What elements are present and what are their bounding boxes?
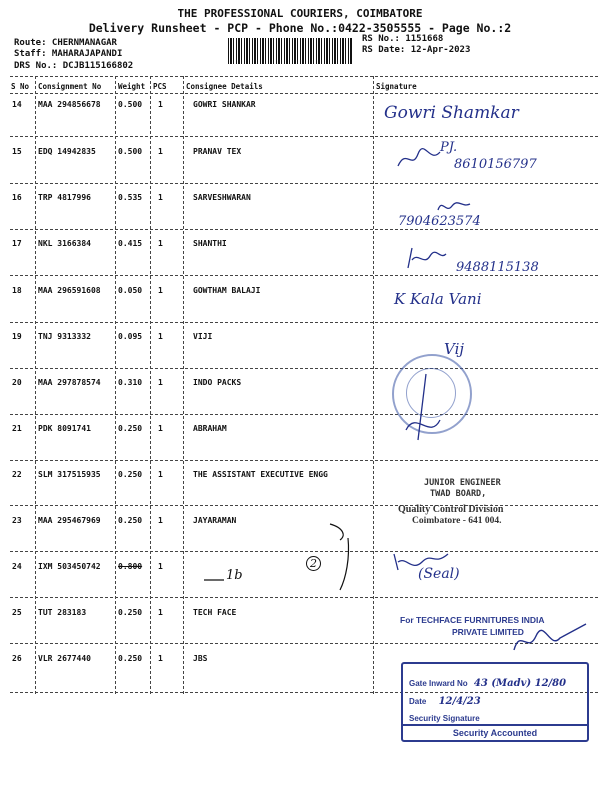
stamp-quality-control: Quality Control Division <box>398 504 504 515</box>
row-sno: 17 <box>12 239 22 248</box>
row-consignment: MAA 294856678 <box>38 100 101 109</box>
row-weight: 0.250 <box>118 654 143 663</box>
row-consignment: TRP 4817996 <box>38 193 91 202</box>
signature-scribble <box>436 196 472 216</box>
runsheet-title: THE PROFESSIONAL COURIERS, COIMBATORE <box>177 7 423 20</box>
row-rule <box>10 597 598 598</box>
row-weight: 0.500 <box>118 147 143 156</box>
signature-pranav-phone: 8610156797 <box>454 157 537 172</box>
circled-number: 2 <box>306 556 321 571</box>
row-sno: 19 <box>12 332 22 341</box>
row-sno: 14 <box>12 100 22 109</box>
row-sno: 26 <box>12 654 22 663</box>
row-sno: 22 <box>12 470 22 479</box>
signature-scribble <box>404 244 448 270</box>
row-sno: 21 <box>12 424 22 433</box>
table-top-rule <box>10 76 598 77</box>
row-weight: 0.415 <box>118 239 143 248</box>
row-weight: 0.310 <box>118 378 143 387</box>
row-consignee: GOWRI SHANKAR <box>193 100 256 109</box>
row-weight: 0.250 <box>118 608 143 617</box>
security-signature-label: Security Signature <box>409 714 480 723</box>
col-divider <box>373 76 374 694</box>
signature-pranav-initials: PJ. <box>440 140 458 155</box>
row-rule <box>10 414 598 415</box>
row-pcs: 1 <box>158 424 163 433</box>
row-consignment: SLM 317515935 <box>38 470 101 479</box>
runsheet-subtitle: Delivery Runsheet - PCP - Phone No.:0422-3505555 - Page No.:2 <box>88 21 512 35</box>
signature-viji: Vij <box>444 340 465 358</box>
row-sno: 20 <box>12 378 22 387</box>
col-header-weight: Weight <box>118 82 146 91</box>
techface-stamp-line2: PRIVATE LIMITED <box>452 627 524 637</box>
row-weight: 0.500 <box>118 100 143 109</box>
row-consignee: INDO PACKS <box>193 378 242 387</box>
row-consignee: TECH FACE <box>193 608 237 617</box>
signature-gowtham: K Kala Vani <box>394 290 482 308</box>
stamp-junior-engineer: JUNIOR ENGINEER <box>424 478 501 488</box>
row-pcs: 1 <box>158 562 163 571</box>
row-weight: 0.535 <box>118 193 143 202</box>
row-consignee: VIJI <box>193 332 213 341</box>
row-consignment: MAA 296591608 <box>38 286 101 295</box>
row-consignment: VLR 2677440 <box>38 654 91 663</box>
row-sno: 25 <box>12 608 22 617</box>
row-weight: 0.050 <box>118 286 143 295</box>
row-pcs: 1 <box>158 100 163 109</box>
signature-sarveshwaran-phone: 7904623574 <box>398 214 481 229</box>
row-pcs: 1 <box>158 332 163 341</box>
row-rule <box>10 136 598 137</box>
row-consignment: IXM 503450742 <box>38 562 101 571</box>
row-consignment: TUT 283183 <box>38 608 87 617</box>
row-rule <box>10 229 598 230</box>
row-rule <box>10 322 598 323</box>
row-pcs: 1 <box>158 286 163 295</box>
signature-shanthi-phone: 9488115138 <box>456 260 539 275</box>
stamp-twad-board: TWAD BOARD, <box>430 489 487 499</box>
row-consignment: TNJ 9313332 <box>38 332 91 341</box>
row-sno: 23 <box>12 516 22 525</box>
signature-gowri: Gowri Shamkar <box>384 103 519 123</box>
signature-scribble <box>396 146 442 172</box>
col-divider <box>150 76 151 694</box>
row-weight: 0.095 <box>118 332 143 341</box>
row-pcs: 1 <box>158 608 163 617</box>
stamp-coimbatore: Coimbatore - 641 004. <box>412 516 502 526</box>
rs-number: RS No.: 1151668 <box>362 34 444 44</box>
staff-label: Staff: MAHARAJAPANDI <box>14 49 123 59</box>
row-sno: 16 <box>12 193 22 202</box>
security-stamp <box>401 662 589 742</box>
date-value: 12/4/23 <box>438 696 481 707</box>
row-rule <box>10 505 598 506</box>
row-weight: 0.800 <box>118 562 143 571</box>
row-weight: 0.250 <box>118 516 143 525</box>
row-rule <box>10 183 598 184</box>
col-header-pcs: PCS <box>153 82 167 91</box>
row-consignee: JAYARAMAN <box>193 516 237 525</box>
row-pcs: 1 <box>158 654 163 663</box>
col-header-sno: S No <box>11 82 30 91</box>
col-divider <box>35 76 36 694</box>
arrow-icon <box>202 572 226 586</box>
row-consignment: PDK 8091741 <box>38 424 91 433</box>
row-sno: 18 <box>12 286 22 295</box>
row-consignee: SHANTHI <box>193 239 227 248</box>
row-consignee: PRANAV TEX <box>193 147 242 156</box>
signature-seal-note: (Seal) <box>418 566 460 582</box>
row-consignee: SARVESHWARAN <box>193 193 251 202</box>
row-sno: 24 <box>12 562 22 571</box>
row-pcs: 1 <box>158 378 163 387</box>
header-rule <box>10 93 598 94</box>
row-consignee: ABRAHAM <box>193 424 227 433</box>
row-rule <box>10 551 598 552</box>
col-header-consignment: Consignment No <box>38 82 102 91</box>
row-pcs: 1 <box>158 239 163 248</box>
col-header-consignee: Consignee Details <box>186 82 263 91</box>
row-weight: 0.250 <box>118 470 143 479</box>
row-weight: 0.250 <box>118 424 143 433</box>
row-pcs: 1 <box>158 470 163 479</box>
row-pcs: 1 <box>158 193 163 202</box>
techface-stamp-line1: For TECHFACE FURNITURES INDIA <box>400 615 545 625</box>
row-pcs: 1 <box>158 516 163 525</box>
row-consignment: NKL 3166384 <box>38 239 91 248</box>
barcode <box>228 38 352 64</box>
row-consignment: MAA 297878574 <box>38 378 101 387</box>
date-label: Date <box>409 697 427 706</box>
signature-scribble <box>396 370 456 450</box>
row-consignment: MAA 295467969 <box>38 516 101 525</box>
security-footer: Security Accounted <box>403 724 587 740</box>
rs-date: RS Date: 12-Apr-2023 <box>362 45 471 55</box>
row-consignee: JBS <box>193 654 208 663</box>
row-consignee: GOWTHAM BALAJI <box>193 286 261 295</box>
gate-inward-value: 43 (Madv) 12/80 <box>473 678 567 689</box>
route-label: Route: CHERNMANAGAR <box>14 38 117 48</box>
signature-note: 1b <box>226 568 243 583</box>
gate-inward-label: Gate Inward No <box>409 679 468 688</box>
row-rule <box>10 275 598 276</box>
row-rule <box>10 368 598 369</box>
signature-scribble <box>510 620 590 660</box>
row-consignee: THE ASSISTANT EXECUTIVE ENGG <box>193 470 328 479</box>
row-rule <box>10 460 598 461</box>
row-consignment: EDQ 14942835 <box>38 147 96 156</box>
row-pcs: 1 <box>158 147 163 156</box>
col-divider <box>183 76 184 694</box>
drs-number: DRS No.: DCJB115166802 <box>14 61 134 71</box>
col-divider <box>115 76 116 694</box>
signature-scribble <box>326 518 356 594</box>
col-header-signature: Signature <box>376 82 417 91</box>
row-sno: 15 <box>12 147 22 156</box>
